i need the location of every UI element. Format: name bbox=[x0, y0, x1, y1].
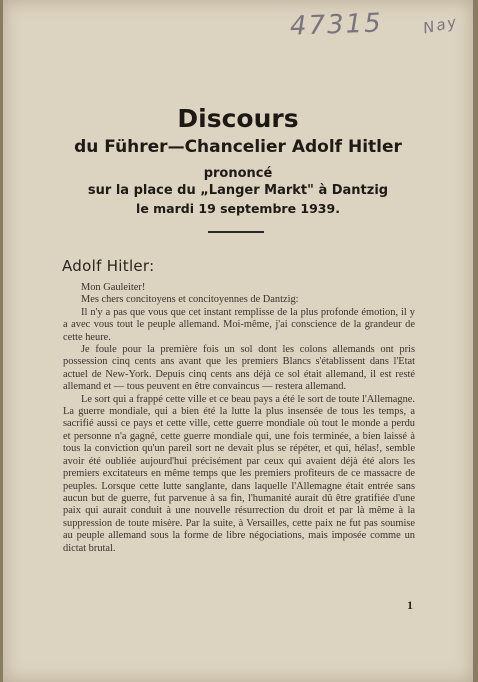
handwritten-mark: Nay bbox=[421, 12, 460, 38]
heading-line-date: le mardi 19 septembre 1939. bbox=[136, 201, 340, 216]
speaker-label: Adolf Hitler: bbox=[62, 257, 155, 275]
heading-line-pronounced: prononcé bbox=[203, 166, 273, 181]
paragraph: Le sort qui a frappé cette ville et ce beau pays a été le sort de toute l'Allemagne. La guerre mondiale, qui a bien été la lutte la plus insensée de tous les temps, a sacrifié aussi ce pays et cette ville, cette guerre mondiale où tout le monde a perdu et personne n'a gagné, cette guerre mondiale qui, une fois terminée, a bien laissé à tous la conviction qu'un pareil sort ne devait plus se répéter, et qui, hélas!, semble avoir été oubliée aujourd'hui précisément par ceux qui avaient déjà été alors les premiers excitateurs en même temps que les premiers profiteurs de ce massacre de peuples. Lorsque cette lutte sanglante, dans laquelle l'Allemagne était entrée sans aucun but de guerre, fut parvenue à sa fin, l'humanité aurait dû être gratifiée d'une paix qui aurait conduit à une nouvelle résurrection du droit et par là même à la suppression de toute misère. Par la suite, à Versailles, cette paix ne fut pas soumise au peuple allemand sous la forme de libre négociations, mais imposée comme un dictat brutal. bbox=[63, 393, 415, 554]
paragraph: Mon Gauleiter! bbox=[81, 282, 146, 293]
paragraph: Je foule pour la première fois un sol dont les colons allemands ont pris possession cinq cents ans avant que les premiers Blancs s'établissent dans l'Etat actuel de New-York. Depuis cinq cents ans déjà ce sol était allemand, il est resté allemand et — tous peuvent en être convaincus — restera allemand. bbox=[63, 344, 415, 393]
heading-line-place: sur la place du „Langer Markt" à Dantzig bbox=[87, 183, 389, 198]
page-number: 1 bbox=[407, 598, 413, 612]
document-title: Discours bbox=[177, 104, 299, 133]
paragraph: Il n'y a pas que vous que cet instant remplisse de la plus profonde émotion, il y a avec vous tout le peuple allemand. Moi-même, j'ai conscience de la grandeur de cette heure. bbox=[63, 306, 415, 343]
document-subtitle: du Führer—Chancelier Adolf Hitler bbox=[74, 137, 402, 157]
divider-rule bbox=[208, 231, 264, 233]
handwritten-catalog-number: 47315 bbox=[289, 8, 384, 42]
speech-body bbox=[63, 282, 415, 555]
document-page bbox=[3, 0, 473, 682]
paragraph: Mes chers concitoyens et concitoyennes de Dantzig: bbox=[81, 294, 299, 306]
